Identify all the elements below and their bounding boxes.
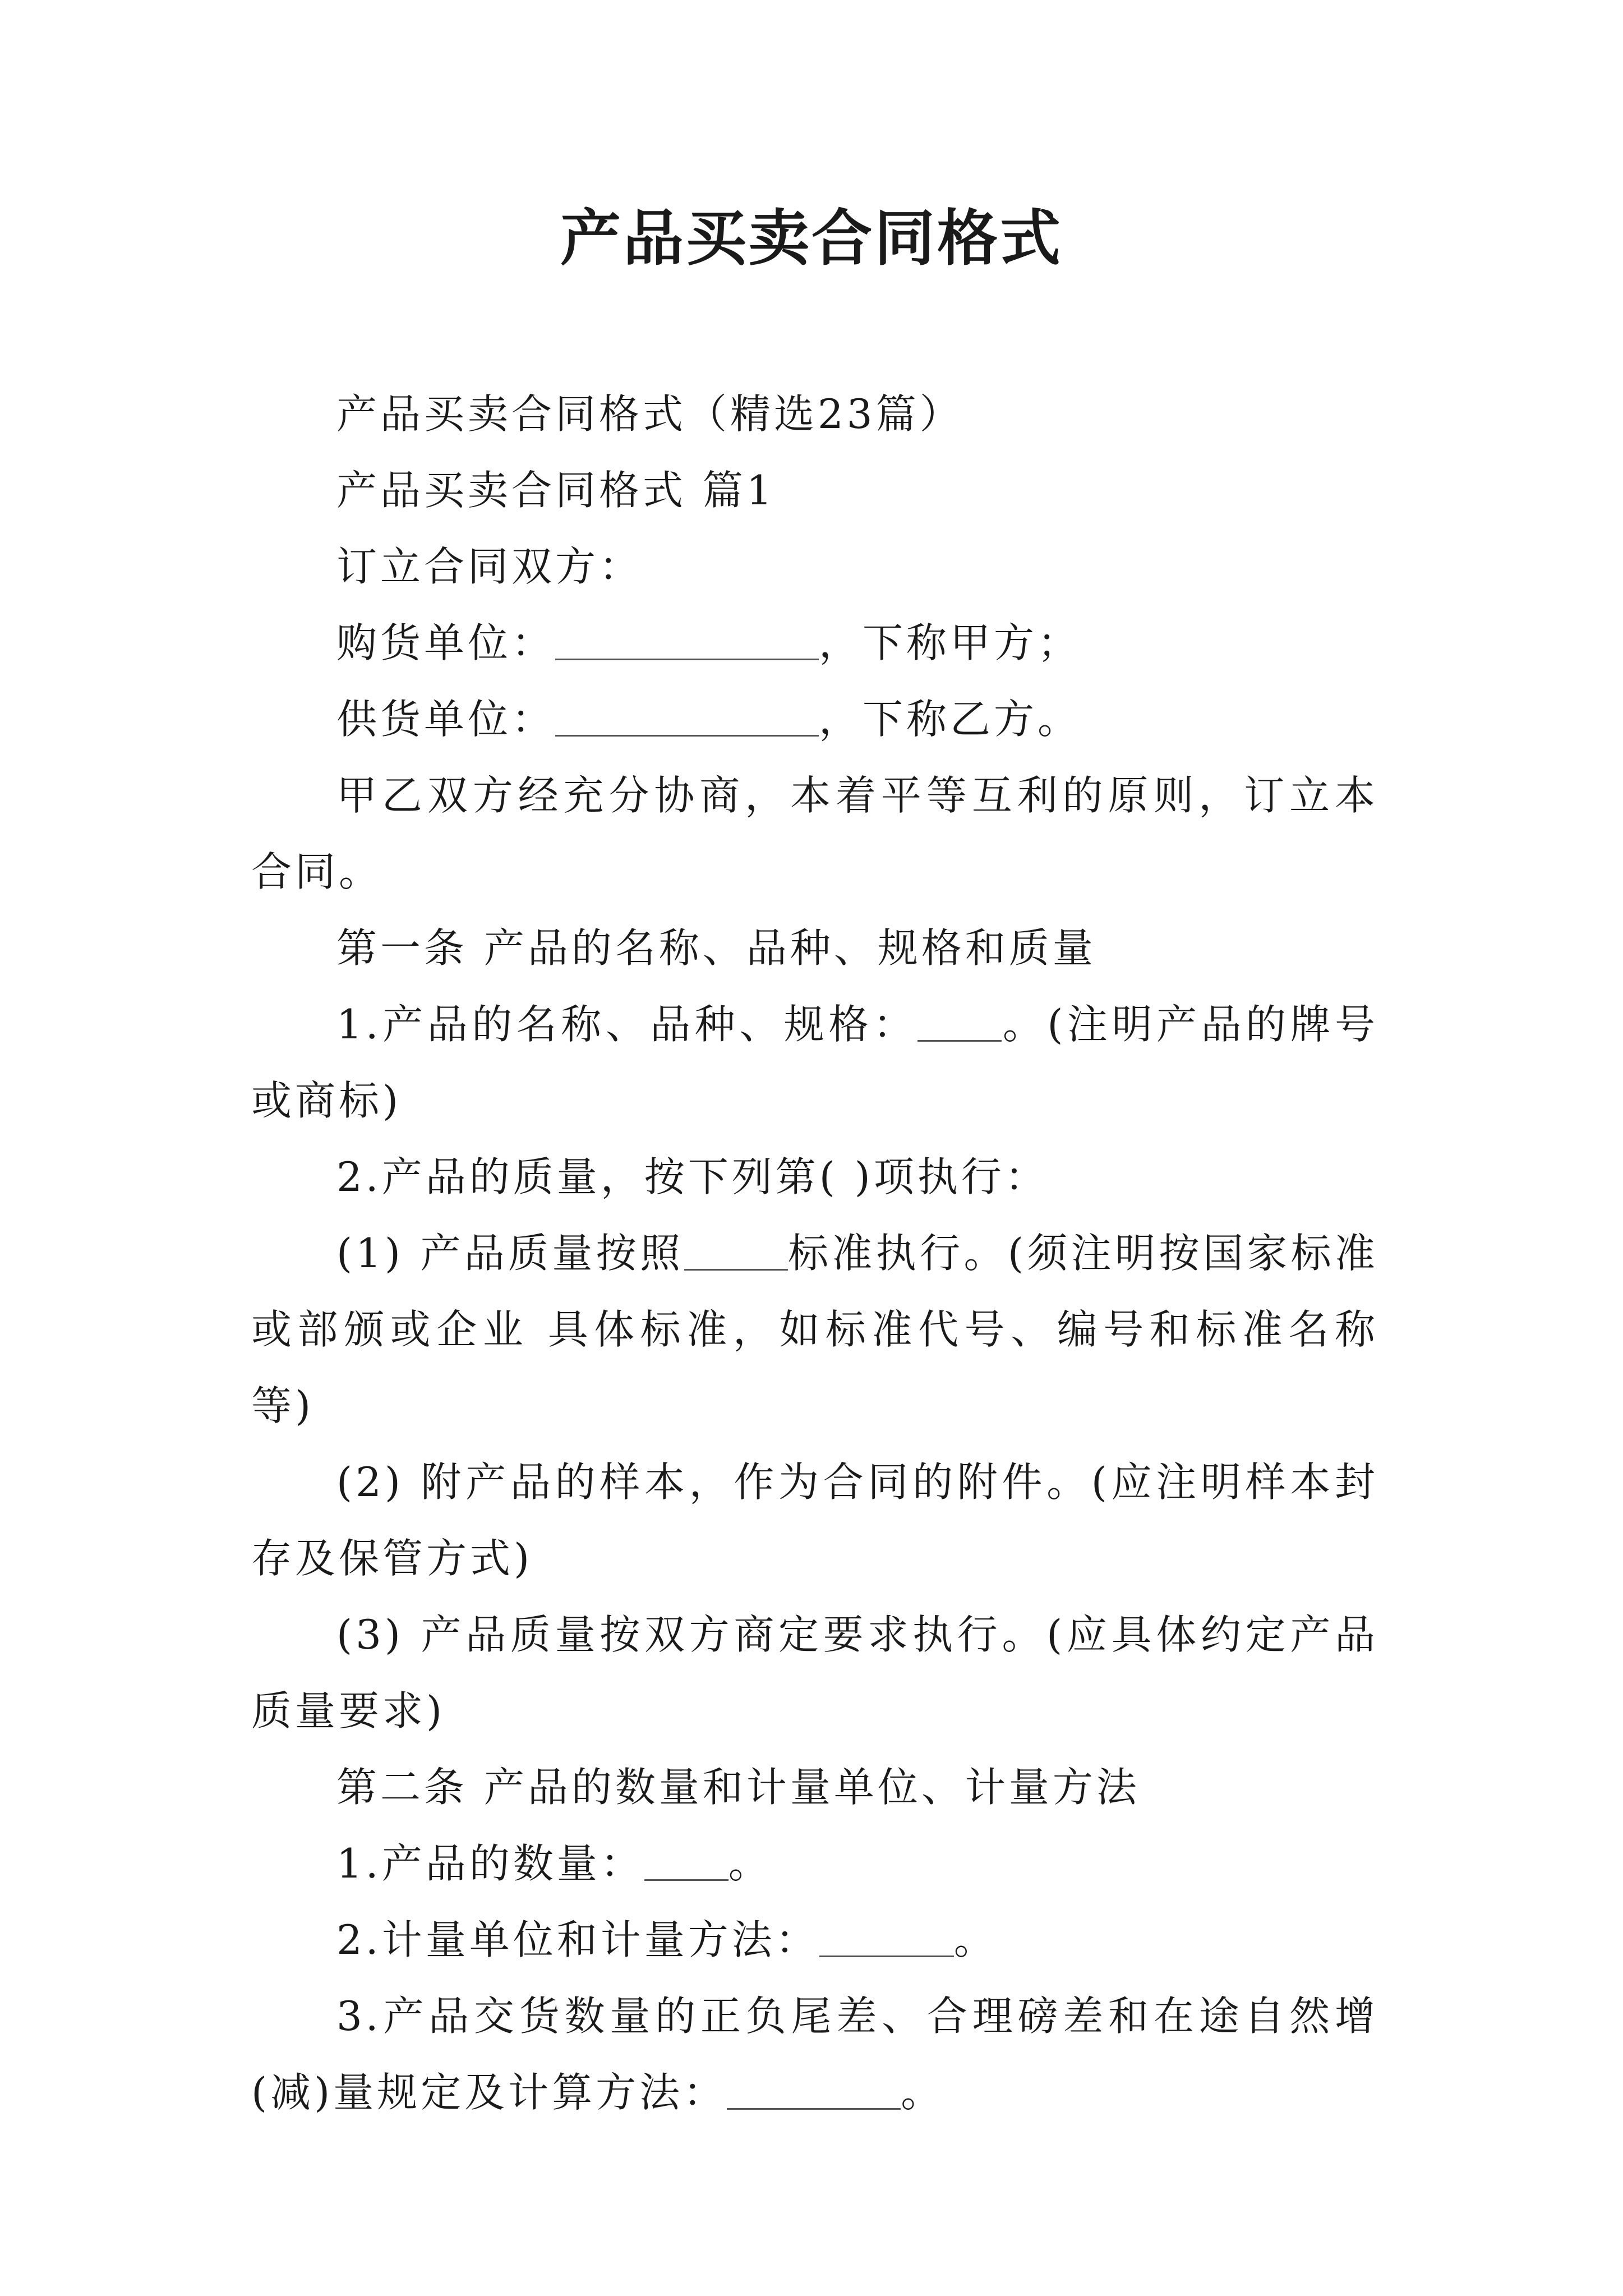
seller-line — [251, 681, 1378, 757]
article1-option1-blank — [684, 1228, 788, 1271]
article1-heading: 第一条 产品的名称、品种、规格和质量 — [336, 924, 1096, 972]
article1-item1-blank — [917, 1000, 1002, 1042]
seller-blank — [555, 694, 819, 737]
article2-item1-suffix: 。 — [728, 1840, 772, 1887]
seller-suffix: ，下称乙方。 — [819, 696, 1082, 743]
article1-option1-text: (1) 产品质量按照 — [336, 1230, 684, 1277]
parties-intro: 订立合同双方： — [336, 543, 643, 590]
document-subtitle: 产品买卖合同格式（精选23篇） — [336, 390, 963, 438]
article1-item2: 2.产品的质量，按下列第( )项执行： — [336, 1153, 1049, 1200]
buyer-blank — [555, 618, 819, 660]
article2-heading: 第二条 产品的数量和计量单位、计量方法 — [336, 1764, 1140, 1811]
article2-item2-suffix: 。 — [953, 1916, 998, 1963]
article2-item2 — [251, 1902, 1378, 1978]
article1-option1-suffix: 标准执行。(须注明按国家标准或部颁或企业 具体标准，如标准代号、编号和标准名称等) — [251, 1230, 1378, 1429]
article2-item3-suffix: 。 — [901, 2069, 945, 2116]
article1-item1 — [251, 986, 1378, 1139]
article2-item3 — [251, 1978, 1378, 2131]
article2-item1 — [251, 1825, 1378, 1902]
document-title: 产品买卖合同格式 — [560, 203, 1063, 274]
buyer-line — [251, 605, 1378, 681]
article1-option3: (3) 产品质量按双方商定要求执行。(应具体约定产品质量要求) — [251, 1611, 1378, 1734]
article1-option2: (2) 附产品的样本，作为合同的附件。(应注明样本封存及保管方式) — [251, 1458, 1378, 1582]
article1-option1 — [251, 1215, 1378, 1444]
section-heading: 产品买卖合同格式 篇1 — [336, 467, 776, 514]
preamble-paragraph: 甲乙双方经充分协商，本着平等互利的原则，订立本合同。 — [251, 772, 1378, 895]
article2-item3-text: 3.产品交货数量的正负尾差、合理磅差和在途自然增(减)量规定及计算方法： — [251, 1993, 1378, 2116]
article2-item3-blank — [727, 2068, 901, 2110]
document-body — [251, 376, 1378, 2131]
article2-item1-blank — [644, 1839, 728, 1881]
article2-item2-text: 2.计量单位和计量方法： — [336, 1916, 819, 1963]
article2-item1-text: 1.产品的数量： — [336, 1840, 644, 1887]
article1-item1-suffix: 。(注明产品的牌号或商标) — [251, 1001, 1379, 1124]
article2-item2-blank — [819, 1915, 954, 1957]
article1-item1-text: 1.产品的名称、品种、规格： — [336, 1001, 918, 1048]
buyer-suffix: ，下称甲方； — [819, 619, 1082, 666]
buyer-label: 购货单位： — [336, 619, 556, 666]
seller-label: 供货单位： — [336, 696, 556, 743]
